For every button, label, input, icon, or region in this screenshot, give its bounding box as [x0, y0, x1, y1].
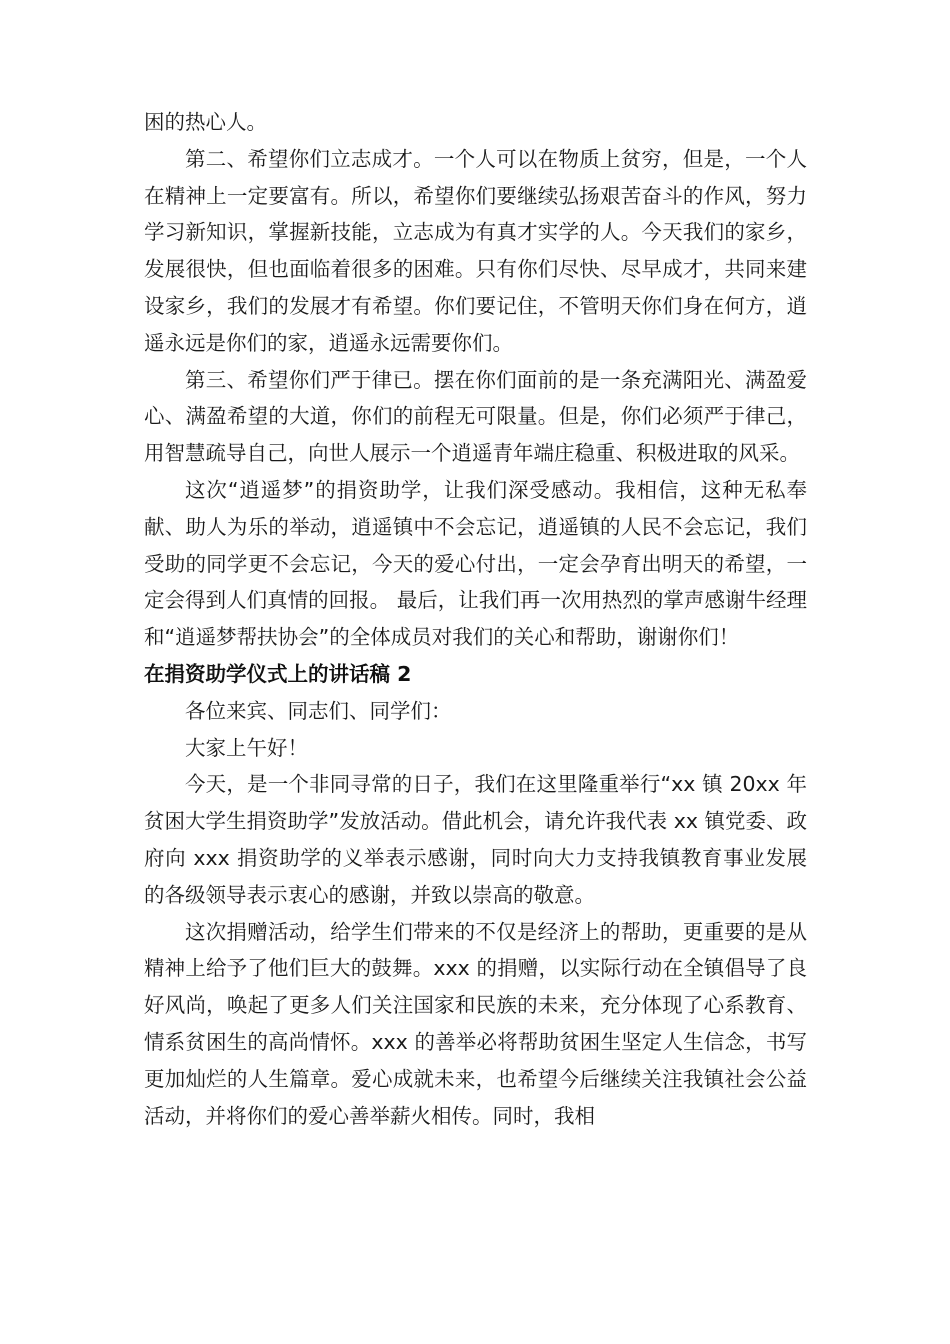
paragraph-6: 这次捐赠活动，给学生们带来的不仅是经济上的帮助，更重要的是从精神上给予了他们巨大的鼓舞。xxx 的捐赠，以实际行动在全镇倡导了良好风尚，唤起了更多人们关注国家和民族的未来，充分体现了心系教育、情系贫困生的高尚情怀。xxx 的善举必将帮助贫困生坚定人生信念，书写更加灿烂的人生篇章。爱心成就未来，也希望今后继续关注我镇社会公益活动，并将你们的爱心善举薪火相传。同时，我相 [144, 919, 807, 1128]
paragraph-5: 今天，是一个非同寻常的日子，我们在这里隆重举行“xx 镇 20xx 年贫困大学生捐资助学”发放活动。借此机会，请允许我代表 xx 镇党委、政府向 xxx 捐资助学的义举表示感谢，同时向大力支持我镇教育事业发展的各级领导表示衷心的感谢，并致以崇高的敬意。 [144, 772, 807, 907]
paragraph-4: 这次“逍遥梦”的捐资助学，让我们深受感动。我相信，这种无私奉献、助人为乐的举动，逍遥镇中不会忘记，逍遥镇的人民不会忘记，我们受助的同学更不会忘记，今天的爱心付出，一定会孕育出明天的希望，一定会得到人们真情的回报。 最后，让我们再一次用热烈的掌声感谢牛经理和“逍遥梦帮扶协会”的全体成员对我们的关心和帮助，谢谢你们！ [144, 477, 807, 650]
salutation: 各位来宾、同志们、同学们： [185, 698, 452, 723]
document-page [144, 104, 807, 1134]
paragraph-2: 第二、希望你们立志成才。一个人可以在物质上贫穷，但是，一个人在精神上一定要富有。所以，希望你们要继续弘扬艰苦奋斗的作风，努力学习新知识，掌握新技能，立志成为有真才实学的人。今天我们的家乡，发展很快，但也面临着很多的困难。只有你们尽快、尽早成才，共同来建设家乡，我们的发展才有希望。你们要记住，不管明天你们身在何方，逍遥永远是你们的家，逍遥永远需要你们。 [144, 146, 807, 355]
greeting: 大家上午好！ [185, 735, 308, 760]
paragraph-1: 困的热心人。 [144, 110, 267, 134]
section-heading: 在捐资助学仪式上的讲话稿 2 [144, 661, 412, 686]
paragraph-3: 第三、希望你们严于律已。摆在你们面前的是一条充满阳光、满盈爱心、满盈希望的大道，你们的前程无可限量。但是，你们必须严于律己，用智慧疏导自己，向世人展示一个逍遥青年端庄稳重、积极进取的风采。 [144, 367, 807, 466]
